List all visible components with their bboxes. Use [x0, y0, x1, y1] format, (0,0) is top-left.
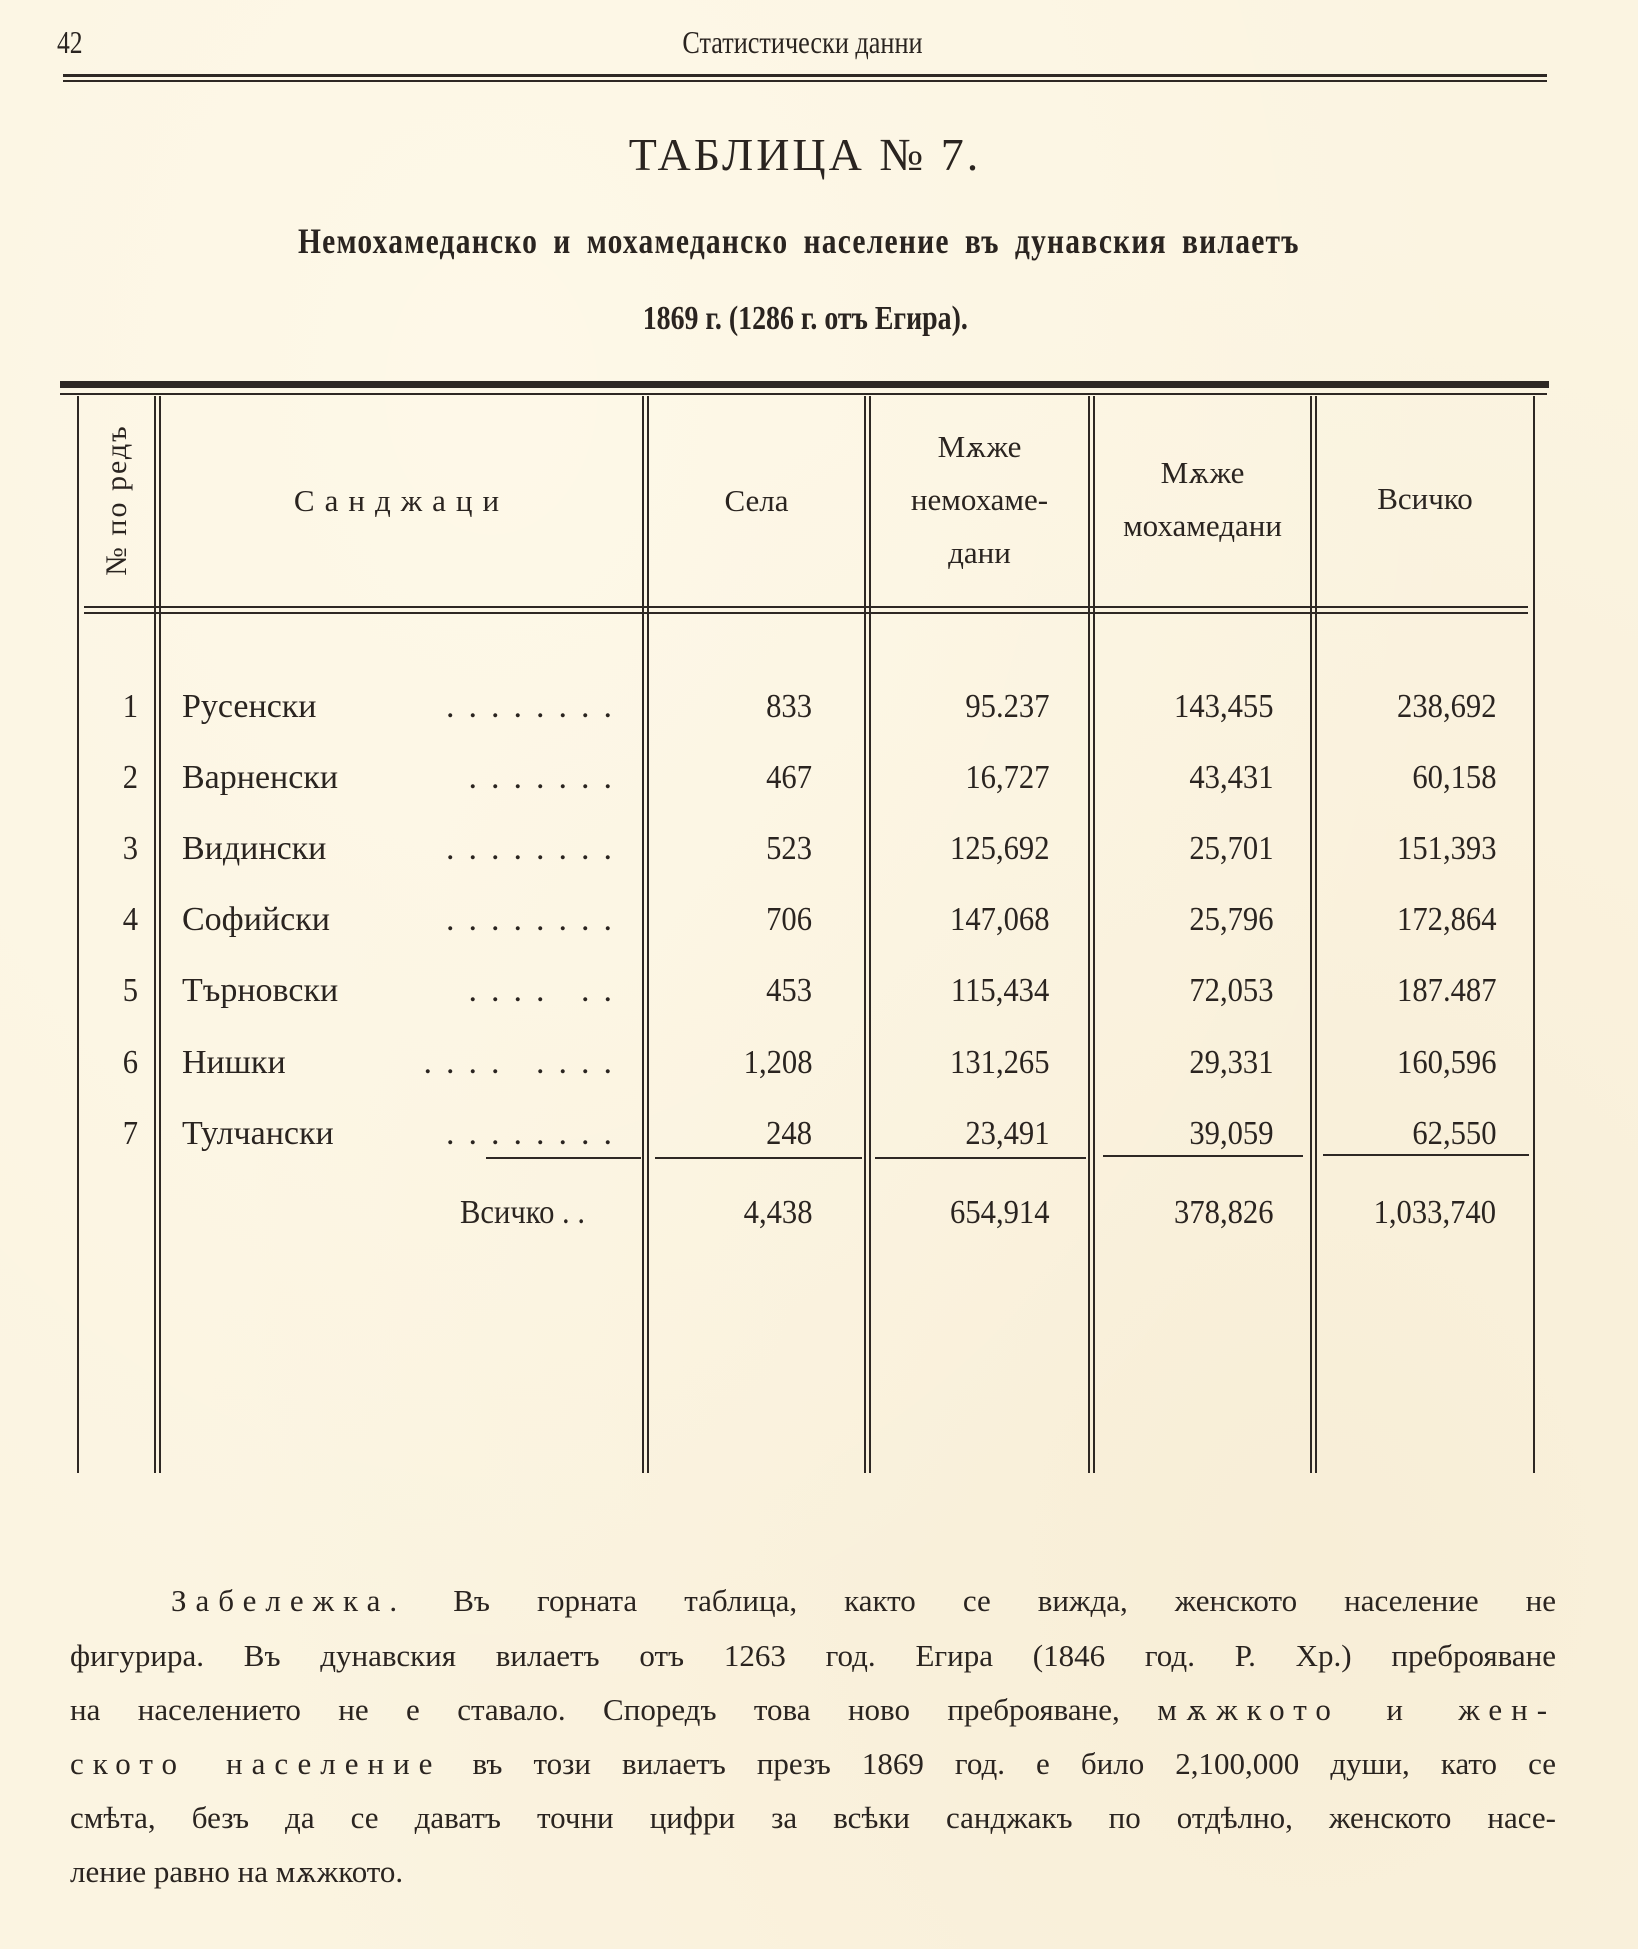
footnote-line — [171, 1581, 1556, 1621]
table-date — [0, 300, 1610, 338]
non-muslim-men-value — [956, 677, 1050, 737]
sandzhak-name-text: Тулчански — [182, 1114, 334, 1152]
villages-value-text: 248 — [766, 1114, 812, 1152]
header-total: Всичко — [1377, 481, 1473, 516]
sandzhak-name — [182, 819, 626, 879]
table-row — [0, 961, 1638, 1021]
muslim-men-value-text: 25,796 — [1188, 901, 1273, 939]
footnote-line: ление равно на мѫжкото. — [70, 1854, 404, 1889]
sandzhak-name-text: Търновски — [182, 972, 339, 1010]
row-number-text: 4 — [122, 901, 138, 939]
row-number-text: 6 — [122, 1043, 138, 1081]
muslim-men-value-text: 29,331 — [1188, 1043, 1273, 1081]
leader-dots: ........ — [446, 1114, 626, 1152]
sandzhak-name-text: Софийски — [182, 901, 330, 939]
total-value — [1386, 890, 1497, 950]
muslim-men-value — [1180, 1033, 1274, 1093]
totals-label-text: Всичко . . — [460, 1194, 585, 1231]
sandzhak-name — [182, 890, 626, 950]
sandzhak-name-text: Видински — [182, 830, 327, 868]
muslim-men-value — [1163, 677, 1274, 737]
non-muslim-men-value-text: 125,692 — [949, 830, 1049, 868]
table-row — [0, 890, 1638, 950]
villages-value-text: 523 — [766, 830, 812, 868]
villages-value — [761, 961, 812, 1021]
totals-all — [1360, 1183, 1496, 1243]
muslim-men-value-text: 43,431 — [1188, 759, 1273, 797]
header-rule-bottom — [63, 80, 1547, 82]
non-muslim-men-value-text: 23,491 — [964, 1114, 1049, 1152]
footnote-label: Забележка. — [171, 1583, 407, 1618]
header-line: Мѫже — [1160, 455, 1245, 490]
table-title: ТАБЛИЦА № 7. — [628, 129, 982, 180]
non-muslim-men-value-text: 147,068 — [949, 901, 1049, 939]
villages-value-text: 453 — [766, 972, 812, 1010]
header-villages: Села — [724, 483, 789, 518]
sandzhak-name — [182, 961, 626, 1021]
row-number-text: 1 — [122, 688, 138, 725]
totals-villages-value: 4,438 — [743, 1194, 812, 1231]
table-top-thin-rule — [60, 393, 1547, 395]
table-top-thick-rule — [60, 381, 1549, 388]
sandzhak-name-text: Варненски — [182, 759, 339, 797]
row-number — [121, 819, 138, 879]
sandzhak-name-text: Нишки — [182, 1043, 286, 1081]
header-row-number: № по редъ — [100, 424, 133, 576]
table-subtitle-text: Немохамеданско и мохамеданско население въ дунавския вилаетъ — [298, 221, 1300, 261]
total-value-text: 151,393 — [1396, 830, 1496, 868]
running-title-text: Статистически данни — [681, 24, 923, 60]
header-sandzhaci: Санджаци — [293, 483, 510, 518]
row-number — [121, 890, 138, 950]
totals-separator — [655, 1157, 862, 1159]
leader-dots: ........ — [446, 901, 626, 939]
muslim-men-value-text: 39,059 — [1188, 1114, 1273, 1152]
header-line: мохамедани — [1123, 508, 1282, 543]
total-value-text: 172,864 — [1396, 901, 1496, 939]
muslim-men-value-text: 143,455 — [1173, 688, 1273, 725]
sandzhak-name-text: Русенски — [182, 688, 317, 725]
total-value — [1386, 819, 1497, 879]
total-value — [1386, 677, 1497, 737]
total-value-text: 62,550 — [1411, 1114, 1496, 1152]
villages-value-text: 706 — [766, 901, 812, 939]
sandzhak-name — [182, 677, 626, 737]
header-separator-rule — [84, 612, 1528, 614]
table-row — [0, 819, 1638, 879]
header-line: Мѫже — [937, 429, 1022, 464]
totals-all-value: 1,033,740 — [1373, 1194, 1496, 1231]
row-number-text: 7 — [122, 1114, 138, 1152]
footnote-line: фигурира. Въ дунавския вилаетъ отъ 1263 год. Егира (1846 год. Р. Хр.) преброяване — [70, 1638, 1556, 1673]
totals-separator — [1103, 1155, 1303, 1157]
totals-muslim — [1163, 1183, 1274, 1243]
total-value — [1386, 961, 1497, 1021]
footnote-emphasis: ското население — [70, 1746, 442, 1781]
header-line: немохаме- — [910, 482, 1049, 517]
villages-value — [761, 890, 812, 950]
sandzhak-name — [182, 748, 626, 808]
header-line: дани — [948, 535, 1011, 570]
leader-dots: ........ — [446, 830, 626, 868]
leader-dots: ....... — [468, 759, 626, 797]
villages-value-text: 1,208 — [743, 1043, 812, 1081]
running-title — [0, 24, 1604, 61]
villages-value — [761, 819, 812, 879]
muslim-men-value — [1180, 961, 1274, 1021]
leader-dots: ........ — [446, 688, 626, 725]
totals-non-muslim-value: 654,914 — [949, 1194, 1049, 1231]
non-muslim-men-value — [956, 1104, 1050, 1164]
row-number — [121, 677, 138, 737]
table-row — [0, 748, 1638, 808]
non-muslim-men-value — [939, 1033, 1050, 1093]
row-number — [121, 748, 138, 808]
muslim-men-value — [1180, 748, 1274, 808]
villages-value — [761, 748, 812, 808]
table-subtitle — [0, 220, 1598, 262]
total-value-text: 187.487 — [1396, 972, 1496, 1010]
villages-value-text: 467 — [766, 759, 812, 797]
muslim-men-value-text: 25,701 — [1188, 830, 1273, 868]
villages-value — [761, 677, 812, 737]
non-muslim-men-value-text: 16,727 — [964, 759, 1049, 797]
footnote-text: въ този вилаетъ презъ 1869 год. е било 2,100,000 души, като се — [472, 1746, 1557, 1781]
sandzhak-name — [182, 1104, 626, 1164]
total-value-text: 60,158 — [1411, 759, 1496, 797]
non-muslim-men-value-text: 131,265 — [949, 1043, 1049, 1081]
total-value-text: 160,596 — [1396, 1043, 1496, 1081]
non-muslim-men-value — [939, 819, 1050, 879]
muslim-men-value — [1180, 819, 1274, 879]
footnote-line: смѣта, безъ да се даватъ точни цифри за всѣки санджакъ по отдѣлно, женското насе- — [70, 1800, 1556, 1835]
villages-value — [761, 1104, 812, 1164]
page-number: 42 — [57, 24, 83, 60]
footnote-text: на населението не е ставало. Споредъ това ново преброяване, — [70, 1692, 1120, 1727]
row-number — [121, 1033, 138, 1093]
footnote-line — [70, 1744, 1556, 1784]
row-number-text: 2 — [122, 759, 138, 797]
non-muslim-men-value-text: 115,434 — [950, 972, 1049, 1010]
row-number-text: 3 — [122, 830, 138, 868]
footnote-text: Въ горната таблица, както се вижда, женското население не — [453, 1583, 1556, 1618]
totals-villages — [736, 1183, 813, 1243]
total-value — [1386, 1033, 1497, 1093]
leader-dots: .... .. — [468, 972, 626, 1010]
totals-non-muslim — [939, 1183, 1050, 1243]
totals-muslim-value: 378,826 — [1173, 1194, 1273, 1231]
header-rule-top — [63, 74, 1547, 77]
muslim-men-value-text: 72,053 — [1188, 972, 1273, 1010]
table-row — [0, 1033, 1638, 1093]
footnote-emphasis: мѫжкото и жен- — [1157, 1692, 1557, 1727]
header-muslim-men — [1094, 446, 1311, 552]
villages-value — [736, 1033, 813, 1093]
leader-dots: .... .... — [423, 1043, 626, 1081]
header-non-muslim-men — [870, 420, 1089, 579]
total-value-text: 238,692 — [1396, 688, 1496, 725]
totals-separator — [1323, 1154, 1529, 1156]
row-number — [121, 961, 138, 1021]
table-row — [0, 677, 1638, 737]
header-separator-rule — [84, 606, 1528, 608]
table-date-text: 1869 г. (1286 г. отъ Егира). — [642, 300, 968, 337]
non-muslim-men-value — [939, 890, 1050, 950]
non-muslim-men-value — [956, 748, 1050, 808]
totals-row — [0, 1183, 1638, 1243]
sandzhak-name — [182, 1033, 626, 1093]
totals-separator — [875, 1157, 1086, 1159]
footnote-line — [70, 1690, 1556, 1730]
row-number — [121, 1104, 138, 1164]
totals-separator — [486, 1157, 641, 1159]
row-number-text: 5 — [122, 972, 138, 1010]
villages-value-text: 833 — [766, 688, 812, 725]
non-muslim-men-value — [940, 961, 1049, 1021]
total-value — [1403, 748, 1497, 808]
muslim-men-value — [1180, 890, 1274, 950]
non-muslim-men-value-text: 95.237 — [964, 688, 1049, 725]
